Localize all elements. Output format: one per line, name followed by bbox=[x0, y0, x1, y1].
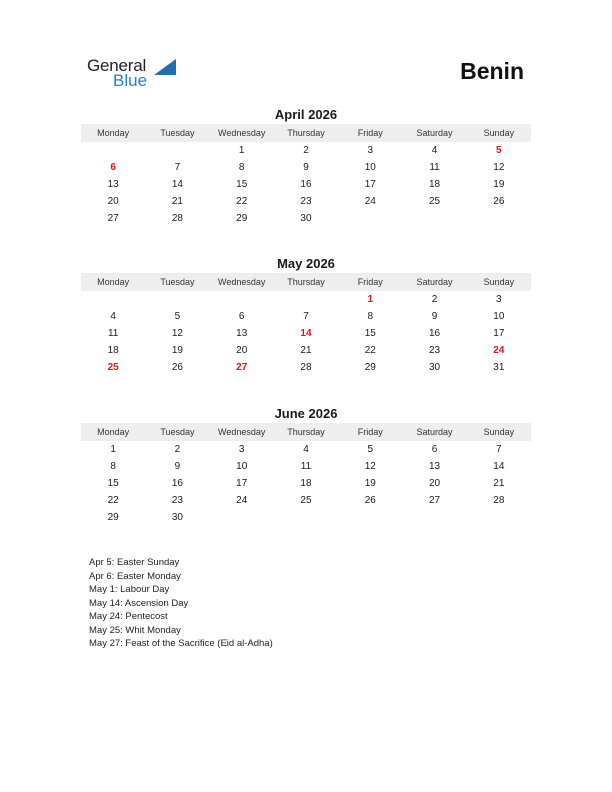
weekday-label: Saturday bbox=[416, 427, 453, 437]
empty-day-cell bbox=[467, 210, 531, 227]
weekday-label: Thursday bbox=[287, 128, 325, 138]
week-row bbox=[81, 325, 531, 342]
weekday-label: Saturday bbox=[416, 128, 453, 138]
weekday-label: Wednesday bbox=[218, 427, 266, 437]
day-cell: 6 bbox=[238, 311, 245, 322]
day-cell: 21 bbox=[493, 478, 505, 489]
weekday-label: Thursday bbox=[287, 277, 325, 287]
week-row bbox=[81, 475, 531, 492]
day-cell: 27 bbox=[107, 213, 119, 224]
holiday-item: Apr 6: Easter Monday bbox=[89, 570, 181, 582]
empty-day-cell bbox=[467, 509, 531, 526]
logo-triangle-icon bbox=[154, 59, 176, 75]
day-cell: 7 bbox=[303, 311, 309, 322]
day-cell: 10 bbox=[364, 162, 376, 173]
day-cell: 16 bbox=[428, 328, 441, 339]
weekday-label: Tuesday bbox=[160, 277, 195, 287]
day-cell: 14 bbox=[171, 179, 183, 190]
day-cell: 2 bbox=[431, 294, 438, 305]
weekday-label: Monday bbox=[97, 128, 130, 138]
weekday-label: Tuesday bbox=[160, 427, 195, 437]
day-cell: 1 bbox=[238, 145, 245, 156]
empty-day-cell bbox=[210, 509, 274, 526]
empty-day-cell bbox=[274, 291, 338, 308]
week-row bbox=[81, 308, 531, 325]
day-cell: 18 bbox=[428, 179, 441, 190]
holiday-list bbox=[89, 556, 273, 651]
empty-day-cell bbox=[402, 509, 466, 526]
day-cell: 17 bbox=[236, 478, 248, 489]
week-row bbox=[81, 193, 531, 210]
day-cell: 26 bbox=[493, 196, 505, 207]
weekday-label: Friday bbox=[357, 427, 383, 437]
day-cell: 29 bbox=[364, 362, 376, 373]
day-cell: 31 bbox=[493, 362, 505, 373]
day-cell: 1 bbox=[110, 444, 116, 455]
day-cell: 28 bbox=[493, 495, 505, 506]
empty-day-cell bbox=[338, 210, 402, 227]
week-row bbox=[81, 359, 531, 376]
day-cell: 18 bbox=[107, 345, 119, 356]
week-row bbox=[81, 176, 531, 193]
empty-day-cell bbox=[81, 142, 145, 159]
day-cell: 8 bbox=[110, 461, 116, 472]
weekday-label: Sunday bbox=[483, 128, 515, 138]
day-cell: 2 bbox=[303, 145, 309, 156]
day-cell: 20 bbox=[428, 478, 441, 489]
holiday-item: May 25: Whit Monday bbox=[89, 624, 181, 636]
day-cell: 24 bbox=[364, 196, 376, 207]
day-cell: 12 bbox=[493, 162, 505, 173]
day-cell: 13 bbox=[236, 328, 248, 339]
day-cell: 20 bbox=[236, 345, 248, 356]
day-cell: 10 bbox=[236, 461, 248, 472]
weekday-label: Wednesday bbox=[218, 128, 266, 138]
day-cell: 14 bbox=[493, 461, 505, 472]
day-cell: 12 bbox=[364, 461, 376, 472]
day-cell: 19 bbox=[171, 345, 183, 356]
day-cell: 3 bbox=[238, 444, 245, 455]
empty-day-cell bbox=[81, 291, 145, 308]
day-cell: 8 bbox=[367, 311, 374, 322]
weekday-label: Friday bbox=[357, 128, 383, 138]
weekday-label: Saturday bbox=[416, 277, 453, 287]
empty-day-cell bbox=[402, 210, 466, 227]
day-cell: 15 bbox=[107, 478, 119, 489]
holiday-item: Apr 5: Easter Sunday bbox=[89, 557, 180, 568]
day-cell: 4 bbox=[110, 311, 116, 322]
country-title: Benin bbox=[460, 58, 524, 84]
day-cell: 15 bbox=[236, 179, 248, 190]
day-cell: 27 bbox=[236, 362, 248, 373]
weekday-label: Monday bbox=[97, 427, 130, 437]
day-cell: 26 bbox=[364, 495, 376, 506]
weeks-grid bbox=[81, 142, 531, 227]
weekday-label: Thursday bbox=[287, 427, 325, 437]
day-cell: 17 bbox=[493, 328, 505, 339]
day-cell: 5 bbox=[174, 311, 181, 322]
month-title: June 2026 bbox=[274, 406, 338, 421]
month-title: May 2026 bbox=[277, 256, 335, 271]
day-cell: 2 bbox=[174, 444, 181, 455]
empty-day-cell bbox=[145, 291, 209, 308]
day-cell: 11 bbox=[429, 162, 440, 173]
day-cell: 4 bbox=[303, 444, 309, 455]
day-cell: 29 bbox=[107, 512, 119, 523]
day-cell: 19 bbox=[493, 179, 505, 190]
day-cell: 21 bbox=[300, 345, 312, 356]
weekday-header-row bbox=[81, 423, 531, 441]
day-cell: 9 bbox=[431, 311, 438, 322]
weekday-header-row bbox=[81, 273, 531, 291]
month-calendar-april bbox=[81, 107, 531, 227]
day-cell: 24 bbox=[493, 345, 505, 356]
day-cell: 21 bbox=[171, 196, 183, 207]
day-cell: 23 bbox=[171, 495, 183, 506]
day-cell: 25 bbox=[428, 196, 441, 207]
weekday-label: Sunday bbox=[483, 427, 515, 437]
day-cell: 9 bbox=[174, 461, 181, 472]
weeks-grid bbox=[81, 441, 531, 526]
week-row bbox=[81, 441, 531, 458]
holiday-item: May 27: Feast of the Sacrifice (Eid al-Adha) bbox=[89, 638, 273, 649]
holiday-item: May 24: Pentecost bbox=[89, 611, 168, 622]
week-row bbox=[81, 342, 531, 359]
weekday-label: Monday bbox=[97, 277, 130, 287]
holiday-item: May 1: Labour Day bbox=[89, 584, 170, 595]
week-row bbox=[81, 142, 531, 159]
day-cell: 3 bbox=[496, 294, 502, 305]
day-cell: 4 bbox=[431, 145, 438, 156]
day-cell: 27 bbox=[428, 495, 441, 506]
day-cell: 6 bbox=[110, 162, 116, 173]
week-row bbox=[81, 492, 531, 509]
day-cell: 11 bbox=[107, 328, 119, 339]
day-cell: 11 bbox=[300, 461, 312, 472]
day-cell: 30 bbox=[300, 213, 312, 224]
day-cell: 15 bbox=[364, 328, 376, 339]
month-calendar-may bbox=[81, 256, 531, 376]
day-cell: 13 bbox=[107, 179, 119, 190]
day-cell: 30 bbox=[171, 512, 183, 523]
day-cell: 10 bbox=[493, 311, 505, 322]
month-calendar-june bbox=[81, 406, 531, 526]
day-cell: 1 bbox=[367, 294, 374, 305]
day-cell: 12 bbox=[171, 328, 183, 339]
day-cell: 23 bbox=[428, 345, 441, 356]
day-cell: 28 bbox=[171, 213, 183, 224]
day-cell: 22 bbox=[236, 196, 248, 207]
weeks-grid bbox=[81, 291, 531, 376]
day-cell: 6 bbox=[431, 444, 438, 455]
weekday-header-row bbox=[81, 124, 531, 142]
day-cell: 22 bbox=[364, 345, 376, 356]
empty-day-cell bbox=[210, 291, 274, 308]
day-cell: 5 bbox=[367, 444, 374, 455]
day-cell: 30 bbox=[428, 362, 441, 373]
weekday-label: Wednesday bbox=[218, 277, 266, 287]
week-row bbox=[81, 458, 531, 475]
weekday-label: Tuesday bbox=[160, 128, 195, 138]
day-cell: 7 bbox=[174, 162, 181, 173]
empty-day-cell bbox=[338, 509, 402, 526]
day-cell: 20 bbox=[107, 196, 119, 207]
month-title: April 2026 bbox=[274, 107, 338, 122]
generalblue-logo bbox=[87, 56, 187, 92]
empty-day-cell bbox=[145, 142, 209, 159]
day-cell: 16 bbox=[300, 179, 312, 190]
day-cell: 17 bbox=[364, 179, 376, 190]
day-cell: 22 bbox=[107, 495, 119, 506]
day-cell: 8 bbox=[238, 162, 245, 173]
day-cell: 25 bbox=[300, 495, 312, 506]
day-cell: 25 bbox=[107, 362, 119, 373]
day-cell: 28 bbox=[300, 362, 312, 373]
day-cell: 3 bbox=[367, 145, 374, 156]
day-cell: 5 bbox=[496, 145, 502, 156]
empty-day-cell bbox=[274, 509, 338, 526]
day-cell: 9 bbox=[303, 162, 309, 173]
day-cell: 7 bbox=[496, 444, 502, 455]
day-cell: 29 bbox=[236, 213, 248, 224]
logo-text-general: General bbox=[87, 56, 147, 75]
day-cell: 13 bbox=[428, 461, 441, 472]
holiday-item: May 14: Ascension Day bbox=[89, 597, 189, 609]
week-row bbox=[81, 509, 531, 526]
logo-text-blue: Blue bbox=[113, 71, 148, 90]
day-cell: 19 bbox=[364, 478, 376, 489]
weekday-label: Sunday bbox=[483, 277, 515, 287]
day-cell: 16 bbox=[171, 478, 183, 489]
day-cell: 18 bbox=[300, 478, 312, 489]
week-row bbox=[81, 159, 531, 176]
weekday-label: Friday bbox=[357, 277, 383, 287]
day-cell: 24 bbox=[236, 495, 248, 506]
week-row bbox=[81, 210, 531, 227]
week-row bbox=[81, 291, 531, 308]
day-cell: 23 bbox=[300, 196, 312, 207]
day-cell: 26 bbox=[171, 362, 183, 373]
day-cell: 14 bbox=[300, 328, 312, 339]
